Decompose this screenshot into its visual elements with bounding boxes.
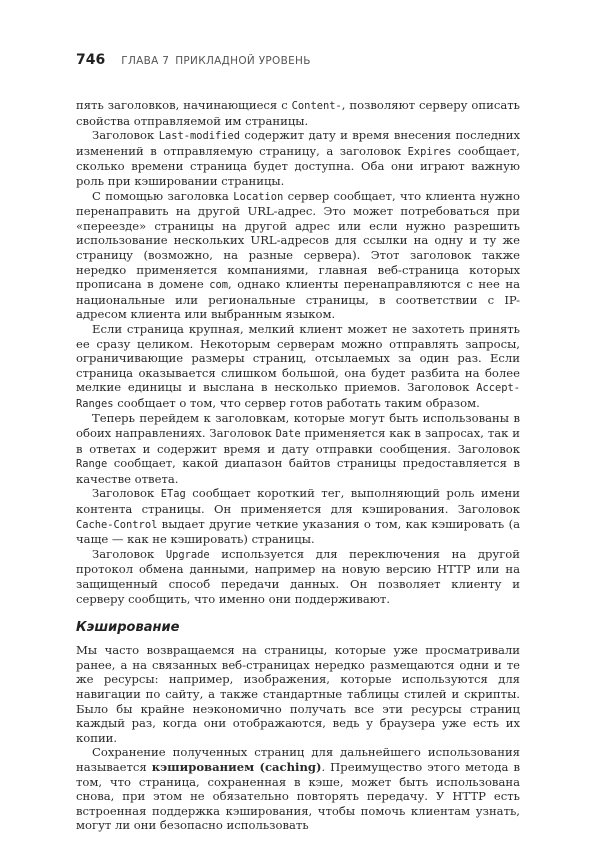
text-run: , позволяют серверу описать свойства отправляемой им страницы. <box>76 98 520 128</box>
inline-code: Range <box>76 458 108 471</box>
paragraph <box>76 98 520 128</box>
bold-term: кэшированием (caching) <box>151 759 322 774</box>
text-run: сообщает, какой диапазон байтов страницы предоставляется в качестве ответа. <box>76 456 520 486</box>
paragraph <box>76 189 520 322</box>
text-run: применяется как в запросах, так и в ответах и содержит время и дату отправки сообщения. Заголовок <box>76 426 521 456</box>
inline-code: Accept-Ranges <box>76 382 520 410</box>
paragraph <box>76 547 520 606</box>
paragraph <box>76 411 520 486</box>
text-run: Сохранение полученных страниц для дальнейшего использования называется <box>76 745 520 774</box>
text-run: Теперь перейдем к заголовкам, которые могут быть использованы в обоих направлениях. Заголовок <box>76 411 520 441</box>
inline-code: Cache-Control <box>76 518 158 531</box>
paragraph <box>76 128 520 188</box>
text-run: Заголовок <box>92 486 161 501</box>
chapter-heading <box>121 55 311 67</box>
text-run: , однако клиенты перенаправляются с нее на национальные или региональные страницы, в соответствии с IP-адресом клиента или выбранным языком. <box>76 277 520 322</box>
inline-code: Expires <box>407 145 452 158</box>
text-run: Заголовок <box>92 128 159 143</box>
inline-code: Upgrade <box>165 548 210 561</box>
text-run: пять заголовков, начинающиеся с <box>76 98 292 112</box>
paragraph <box>76 322 520 412</box>
section-heading: Кэширование <box>76 620 180 636</box>
text-run: используется для переключения на другой протокол обмена данными, например на новую версию HTTP или на защищенный способ передачи данных. Он позволяет клиенту и серверу сообщить, что именно они поддерживают. <box>76 546 520 606</box>
chapter-label: ГЛАВА 7 <box>121 55 170 67</box>
inline-code: Content- <box>291 100 342 112</box>
inline-code: Date <box>275 428 301 441</box>
text-run: С помощью заголовка <box>92 188 234 203</box>
text-run: сообщает о том, что сервер готов работать таким образом. <box>113 395 480 410</box>
text-run: сообщает короткий тег, выполняющий роль имени контента страницы. Он применяется для кэширования. Заголовок <box>76 486 520 517</box>
body-text <box>76 98 520 606</box>
inline-code: ETag <box>160 488 186 501</box>
text-run: выдает другие четкие указания о том, как кэшировать (а чаще — как не кэшировать) страницы. <box>76 516 520 547</box>
text-run: Если страница крупная, мелкий клиент может не захотеть принять ее сразу целиком. Некоторым серверам можно отправлять запросы, ограничивающие размеры страниц, отсылаемых за один раз. Если страница оказывается слишком большой, она будет разбита на более мелкие единицы и выслана в несколько приемов. Заголовок <box>76 321 520 395</box>
text-run: сообщает, сколько времени страница будет доступна. Оба они играют важную роль при кэшировании страницы. <box>76 143 520 188</box>
text-run: сервер сообщает, что клиента нужно перенаправить на другой URL-адрес. Это может потребоваться при «переезде» страницы на другой адрес или если нужно разрешить использование нескольких URL-адресов для ссылки на одну и ту же страницу (возможно, на разные сервера). Этот заголовок также нередко применяется компаниями, главная веб-страница которых прописана в домене <box>76 188 520 292</box>
paragraph <box>76 745 520 833</box>
section-body-text <box>76 643 520 833</box>
paragraph <box>76 486 520 546</box>
text-run: . Преимущество этого метода в том, что страница, сохраненная в кэше, может быть использована снова, при этом не обязательно повторять передачу. У HTTP есть встроенная поддержка кэширования, чтобы помочь клиентам узнать, могут ли они безопасно использовать <box>76 759 520 833</box>
inline-code: Last-modified <box>158 130 241 143</box>
text-run: содержит дату и время внесения последних изменений в отправляемую страницу, а заголовок <box>76 128 520 158</box>
text-run: Мы часто возвращаемся на страницы, которые уже просматривали ранее, а на связанных веб-страницах нередко размещаются одни и те же ресурсы: например, изображения, которые используются для навигации по сайту, а также стандартные таблицы стилей и скрипты. Было бы крайне неэкономично получать все эти ресурсы страниц каждый раз, когда они отображаются, ведь у браузера уже есть их копии. <box>76 643 520 745</box>
paragraph <box>76 643 520 745</box>
text-run: Заголовок <box>92 546 166 561</box>
running-header <box>76 52 520 74</box>
page-number: 746 <box>76 52 106 68</box>
inline-code: Location <box>233 190 284 203</box>
inline-code: com <box>209 279 229 292</box>
chapter-title: ПРИКЛАДНОЙ УРОВЕНЬ <box>175 55 311 67</box>
